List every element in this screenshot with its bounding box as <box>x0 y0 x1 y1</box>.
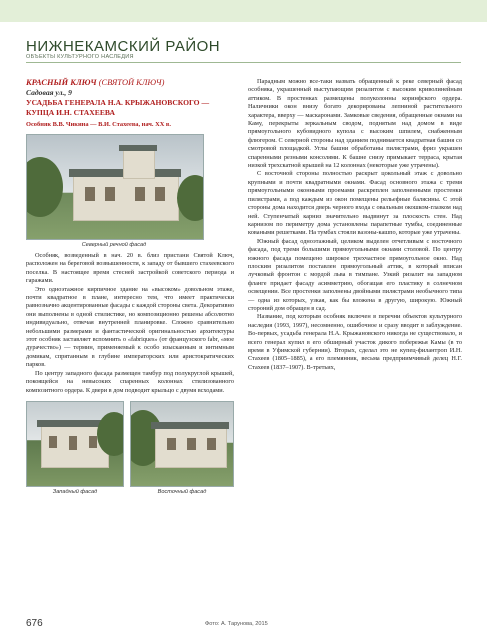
object-name-main: КРАСНЫЙ КЛЮЧ <box>26 78 97 87</box>
house-tower <box>123 149 155 179</box>
window <box>85 187 95 201</box>
paragraph: С восточной стороны полностью раскрыт цокольный этаж с довольно крупными и почти квадратными окнами. Фасад основного этажа с тремя прямоугольными оконными проемами раскреплен заполненными простенки пилястрами, а под каждым из окон помещены рельефные балясины. С этой стороны дома находится дверь черного входа с овальным окошком-глазком над ней. Ступенчатый карниз значительно выдвинут за плоскость стен. Над карнизом по периметру дома установлены парапетные тумбы, соединенные коваными решетками. На тумбах стояли вазоны-кашпо, которые уже утрачены. <box>248 170 462 237</box>
object-address: Садовая ул., 9 <box>26 88 72 97</box>
left-column <box>26 78 234 495</box>
window <box>69 436 77 450</box>
left-body-text <box>26 252 234 395</box>
north-facade-photo <box>26 134 204 240</box>
photo-caption: Северный речной фасад <box>81 242 147 248</box>
object-name <box>26 78 234 88</box>
paragraph: Парадным можно все-таки назвать обращенный к реке северный фасад особняка, украшенный выступающим ризалитом с высоким криволинейным аттиком. В простенках размещены полуколонны коринфского ордера. Наличники окон внизу богато декорированы лепниной растительного характера, вверху — маскаронами. Замковые сведения, обращенные окнами на Каму, перекрыты зеркальным сводом, поднятым над домом в виде прямоугольного кубовидного купола с высоким шпилем, снабженным флюгером. С северной стороны над зданием поднимается квадратная башня со смотровой площадкой. Углы башни обработаны пилястрами, фриз украшен спаренными резными консолями. К башне снизу примыкает терраса, крытая низкой трехскатной крышей на 12 колоннах (некоторые уже утрачены). <box>248 78 462 170</box>
paragraph: Это одноэтажное кирпичное здание на «высоком» довольном этаже, почти квадратное в плане, интересно тем, что имеет практически равнозначно акцентированные фасады с каждой стороны света. Декоративно они выполнены в одной стилистике, но композиционно решены абсолютно индивидуально, отвечая внутренней планировке. Сложно сравнительно небольшими размерами и фантастической оригинальностью архитектуры этот особняк заставляет вспомнить о «fabriques» (от французского fabr, «мое дурачество») — термин, применяемый к особо изысканным и интимным домикам, спрятанным в глубине императорских или аристократических парков. <box>26 285 234 369</box>
east-facade-photo <box>130 401 234 487</box>
section-subtitle: ОБЪЕКТЫ КУЛЬТУРНОГО НАСЛЕДИЯ <box>26 54 134 60</box>
tree-left <box>26 157 63 217</box>
estate-title: УСАДЬБА ГЕНЕРАЛА Н.А. КРЫЖАНОВСКОГО — КУПЦА И.Н. СТАХЕЕВА <box>26 98 210 117</box>
photo-credit: Фото: А. Тарунова, 2015 <box>205 621 268 627</box>
west-facade-photo <box>26 401 124 487</box>
window <box>187 438 196 450</box>
paragraph: Особняк, возведенный в нач. 20 в. близ пристани Святой Ключ, расположен на береговой возвышенности, к западу от бывшего стахеевского поселка. В настоящее время стесней застройкой советского периода и гаражами. <box>26 252 234 285</box>
window <box>155 187 165 201</box>
west-photo-block <box>26 401 124 495</box>
window <box>105 187 115 201</box>
header-divider <box>26 62 461 63</box>
object-name-alt: (СВЯТОЙ КЛЮЧ) <box>98 78 165 87</box>
window <box>167 438 176 450</box>
east-photo-block <box>130 401 234 495</box>
top-color-band <box>0 0 487 22</box>
window <box>207 438 216 450</box>
window <box>49 436 57 448</box>
tree-right <box>177 175 204 221</box>
window <box>135 187 145 201</box>
right-column <box>248 78 462 372</box>
tower-roof <box>119 145 157 151</box>
region-title: НИЖНЕКАМСКИЙ РАЙОН <box>26 38 221 55</box>
paragraph: Название, под которым особняк включен в перечни объектов культурного наследия (1993, 1997), несомненно, ошибочное и сразу вводит в заблуждение. Во-первых, усадьба генерала Н.А. Крыжановского никогда не существовало, и всего генерал купил в его обширный участок дикого побережья Камы (в то время в Уфимской губернии). Вторых, сделал это не купец-филантроп И.Н. Стахеев (1805–1885), а его племянник, весьма предприимчивый делец Н.Г. Стахеев (1837–1907). В-третьих, <box>248 313 462 371</box>
bottom-photos <box>26 401 234 495</box>
photo-caption: Восточный фасад <box>157 488 207 495</box>
photo-caption: Западный фасад <box>52 488 98 495</box>
building-dating: Особняк В.В. Чикина — В.И. Стахеева, нач. XX в. <box>26 121 171 128</box>
window <box>89 436 97 448</box>
east-house-roof <box>151 422 229 429</box>
page-number: 676 <box>26 618 43 629</box>
tree <box>97 412 124 456</box>
paragraph: По центру западного фасада размещен тамбур под полукруглой крышей, покоящейся на невысоких спаренных колоннах стилизованного композитного ордера. К двери в дом подводит крыльцо с двумя всходами. <box>26 369 234 394</box>
paragraph: Южный фасад одноэтажный, целиком выделен отчетливым с восточного фасада, под тремя большими прямоугольными окнами столовой. По центру южного фасада помещено широкое трехчастное прямоугольное окно. Над плоским ризалитом поставлен прямоугольный аттик, в который вписан лучковый фронтон с мордой льва в тимпане. Узкий ризалит на западном фланге придает фасаду асимметрию, обогащая его пластику в солнечном освещении. Все простенки заполнены двойными пилястрами необычного типа — одна из которых, узкая, как бы вложена в другую, широкую. Южный стороний дом обращен в сад. <box>248 237 462 312</box>
